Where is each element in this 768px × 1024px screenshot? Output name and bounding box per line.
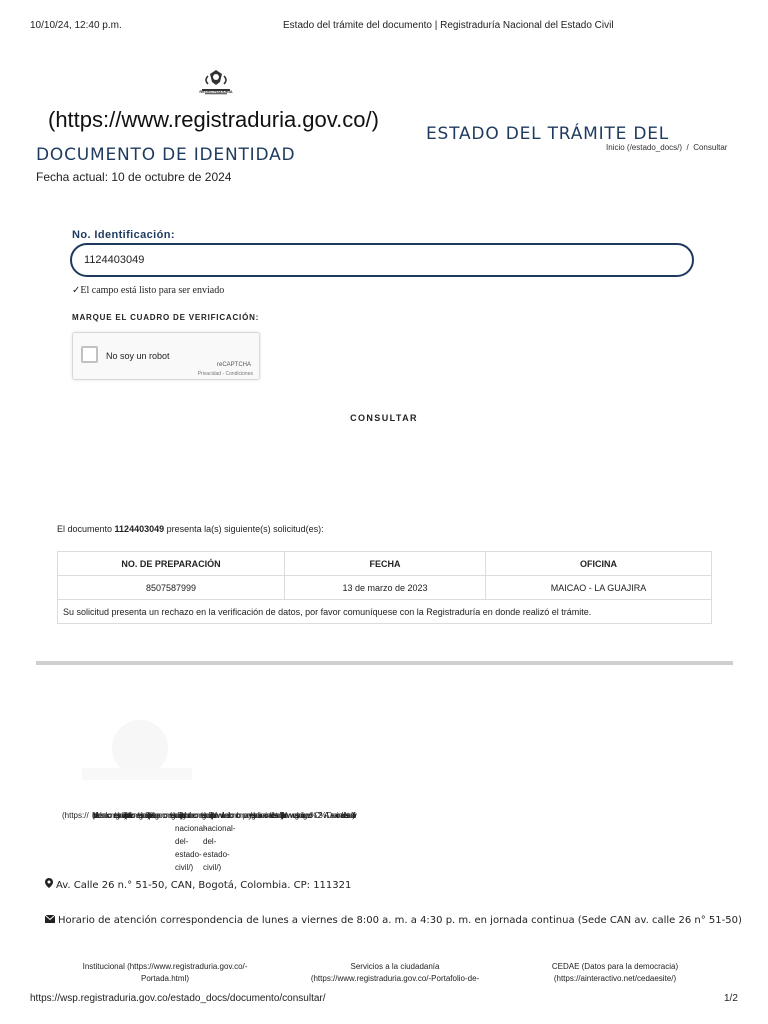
site-home-link[interactable]: (https://www.registraduria.gov.co/) [48, 107, 379, 132]
table-row [58, 576, 712, 600]
page-title-line1: ESTADO DEL TRÁMITE DEL [426, 124, 670, 144]
cell-fecha: 13 de marzo de 2023 [285, 576, 486, 600]
footer-link-cedae[interactable]: CEDAE (Datos para la democracia) (https://ainteractivo.net/cedaesite/) [551, 962, 679, 983]
recaptcha-checkbox[interactable] [81, 346, 98, 363]
print-page-title: Estado del trámite del documento | Registraduría Nacional del Estado Civil [283, 20, 614, 31]
footer-link-wrap-1[interactable]: nacional- del- estado- civil/) [175, 824, 208, 872]
breadcrumb-home-link[interactable]: Inicio (/estado_docs/) [606, 143, 683, 152]
page-title-line2: DOCUMENTO DE IDENTIDAD [36, 145, 296, 165]
table-header-row [58, 552, 712, 576]
recaptcha-label: No soy un robot [106, 351, 170, 361]
footer-link-fragment[interactable]: (https:// [62, 811, 89, 820]
envelope-icon [45, 915, 55, 926]
id-number-label: No. Identificación: [72, 229, 175, 241]
column-header-fecha: FECHA [285, 552, 486, 576]
recaptcha-widget [72, 332, 260, 380]
results-table [57, 551, 712, 624]
footer-logo-text-placeholder [82, 768, 192, 780]
logo-caption: REGISTRADURÍA [199, 89, 233, 94]
cell-oficina: MAICAO - LA GUAJIRA [486, 576, 712, 600]
footer-hours-text: Horario de atención correspondencia de lunes a viernes de 8:00 a. m. a 4:30 p. m. en jornada continua (Sede CAN av. calle 26 n° 51-50) [58, 915, 742, 926]
footer-link-institucional[interactable]: Institucional (https://www.registraduria.gov.co/- Portada.html) [82, 962, 248, 983]
validation-message: ✓El campo está listo para ser enviado [72, 285, 225, 296]
column-header-oficina: OFICINA [486, 552, 712, 576]
footer-social-links[interactable]: (https://facebook.com/registraduria)(https://twitter.com/registraduria)(https://instagram.com/registraduria)(https://youtube.com/registraduria)(https://www.linkedin.com/company/registraduria-nacional-del-estado-civil/)(https://www.registraduria.gov.co/%C2%ADa-nacional-del-estado-civil/) [92, 811, 353, 820]
section-divider [36, 661, 733, 665]
result-message: Su solicitud presenta un rechazo en la verificación de datos, por favor comuníquese con la Registraduría en donde realizó el trámite. [58, 600, 712, 624]
result-intro-prefix: El documento [57, 524, 115, 534]
footer-address-text: Av. Calle 26 n.° 51-50, CAN, Bogotá, Colombia. CP: 111321 [56, 880, 352, 891]
recaptcha-brand: reCAPTCHA [216, 362, 251, 368]
recaptcha-privacy-link[interactable]: Privacidad - Condiciones [197, 371, 253, 377]
footer-link-wrap-2[interactable]: nacional- del- estado- civil/) [203, 824, 236, 872]
consultar-button[interactable]: CONSULTAR [340, 413, 428, 423]
footer-hours [45, 915, 742, 926]
footer-address [45, 878, 351, 891]
breadcrumb [606, 143, 727, 152]
result-intro-suffix: presenta la(s) siguiente(s) solicitud(es): [164, 524, 324, 534]
current-date: Fecha actual: 10 de octubre de 2024 [36, 170, 232, 184]
print-timestamp: 10/10/24, 12:40 p.m. [30, 20, 122, 31]
map-marker-icon [45, 878, 53, 891]
print-page-number: 1/2 [724, 993, 738, 1004]
breadcrumb-separator: / [686, 143, 689, 152]
table-message-row [58, 600, 712, 624]
breadcrumb-current: Consultar [693, 143, 728, 152]
footer-link-servicios[interactable]: Servicios a la ciudadanía (https://www.registraduria.gov.co/-Portafolio-de- [310, 962, 480, 983]
column-header-preparacion: NO. DE PREPARACIÓN [58, 552, 285, 576]
result-intro [57, 524, 324, 534]
id-number-input[interactable] [70, 243, 694, 277]
verification-label: MARQUE EL CUADRO DE VERIFICACIÓN: [72, 313, 260, 322]
cell-preparacion: 8507587999 [58, 576, 285, 600]
print-url: https://wsp.registraduria.gov.co/estado_docs/documento/consultar/ [30, 993, 326, 1004]
result-doc-number: 1124403049 [114, 524, 165, 534]
